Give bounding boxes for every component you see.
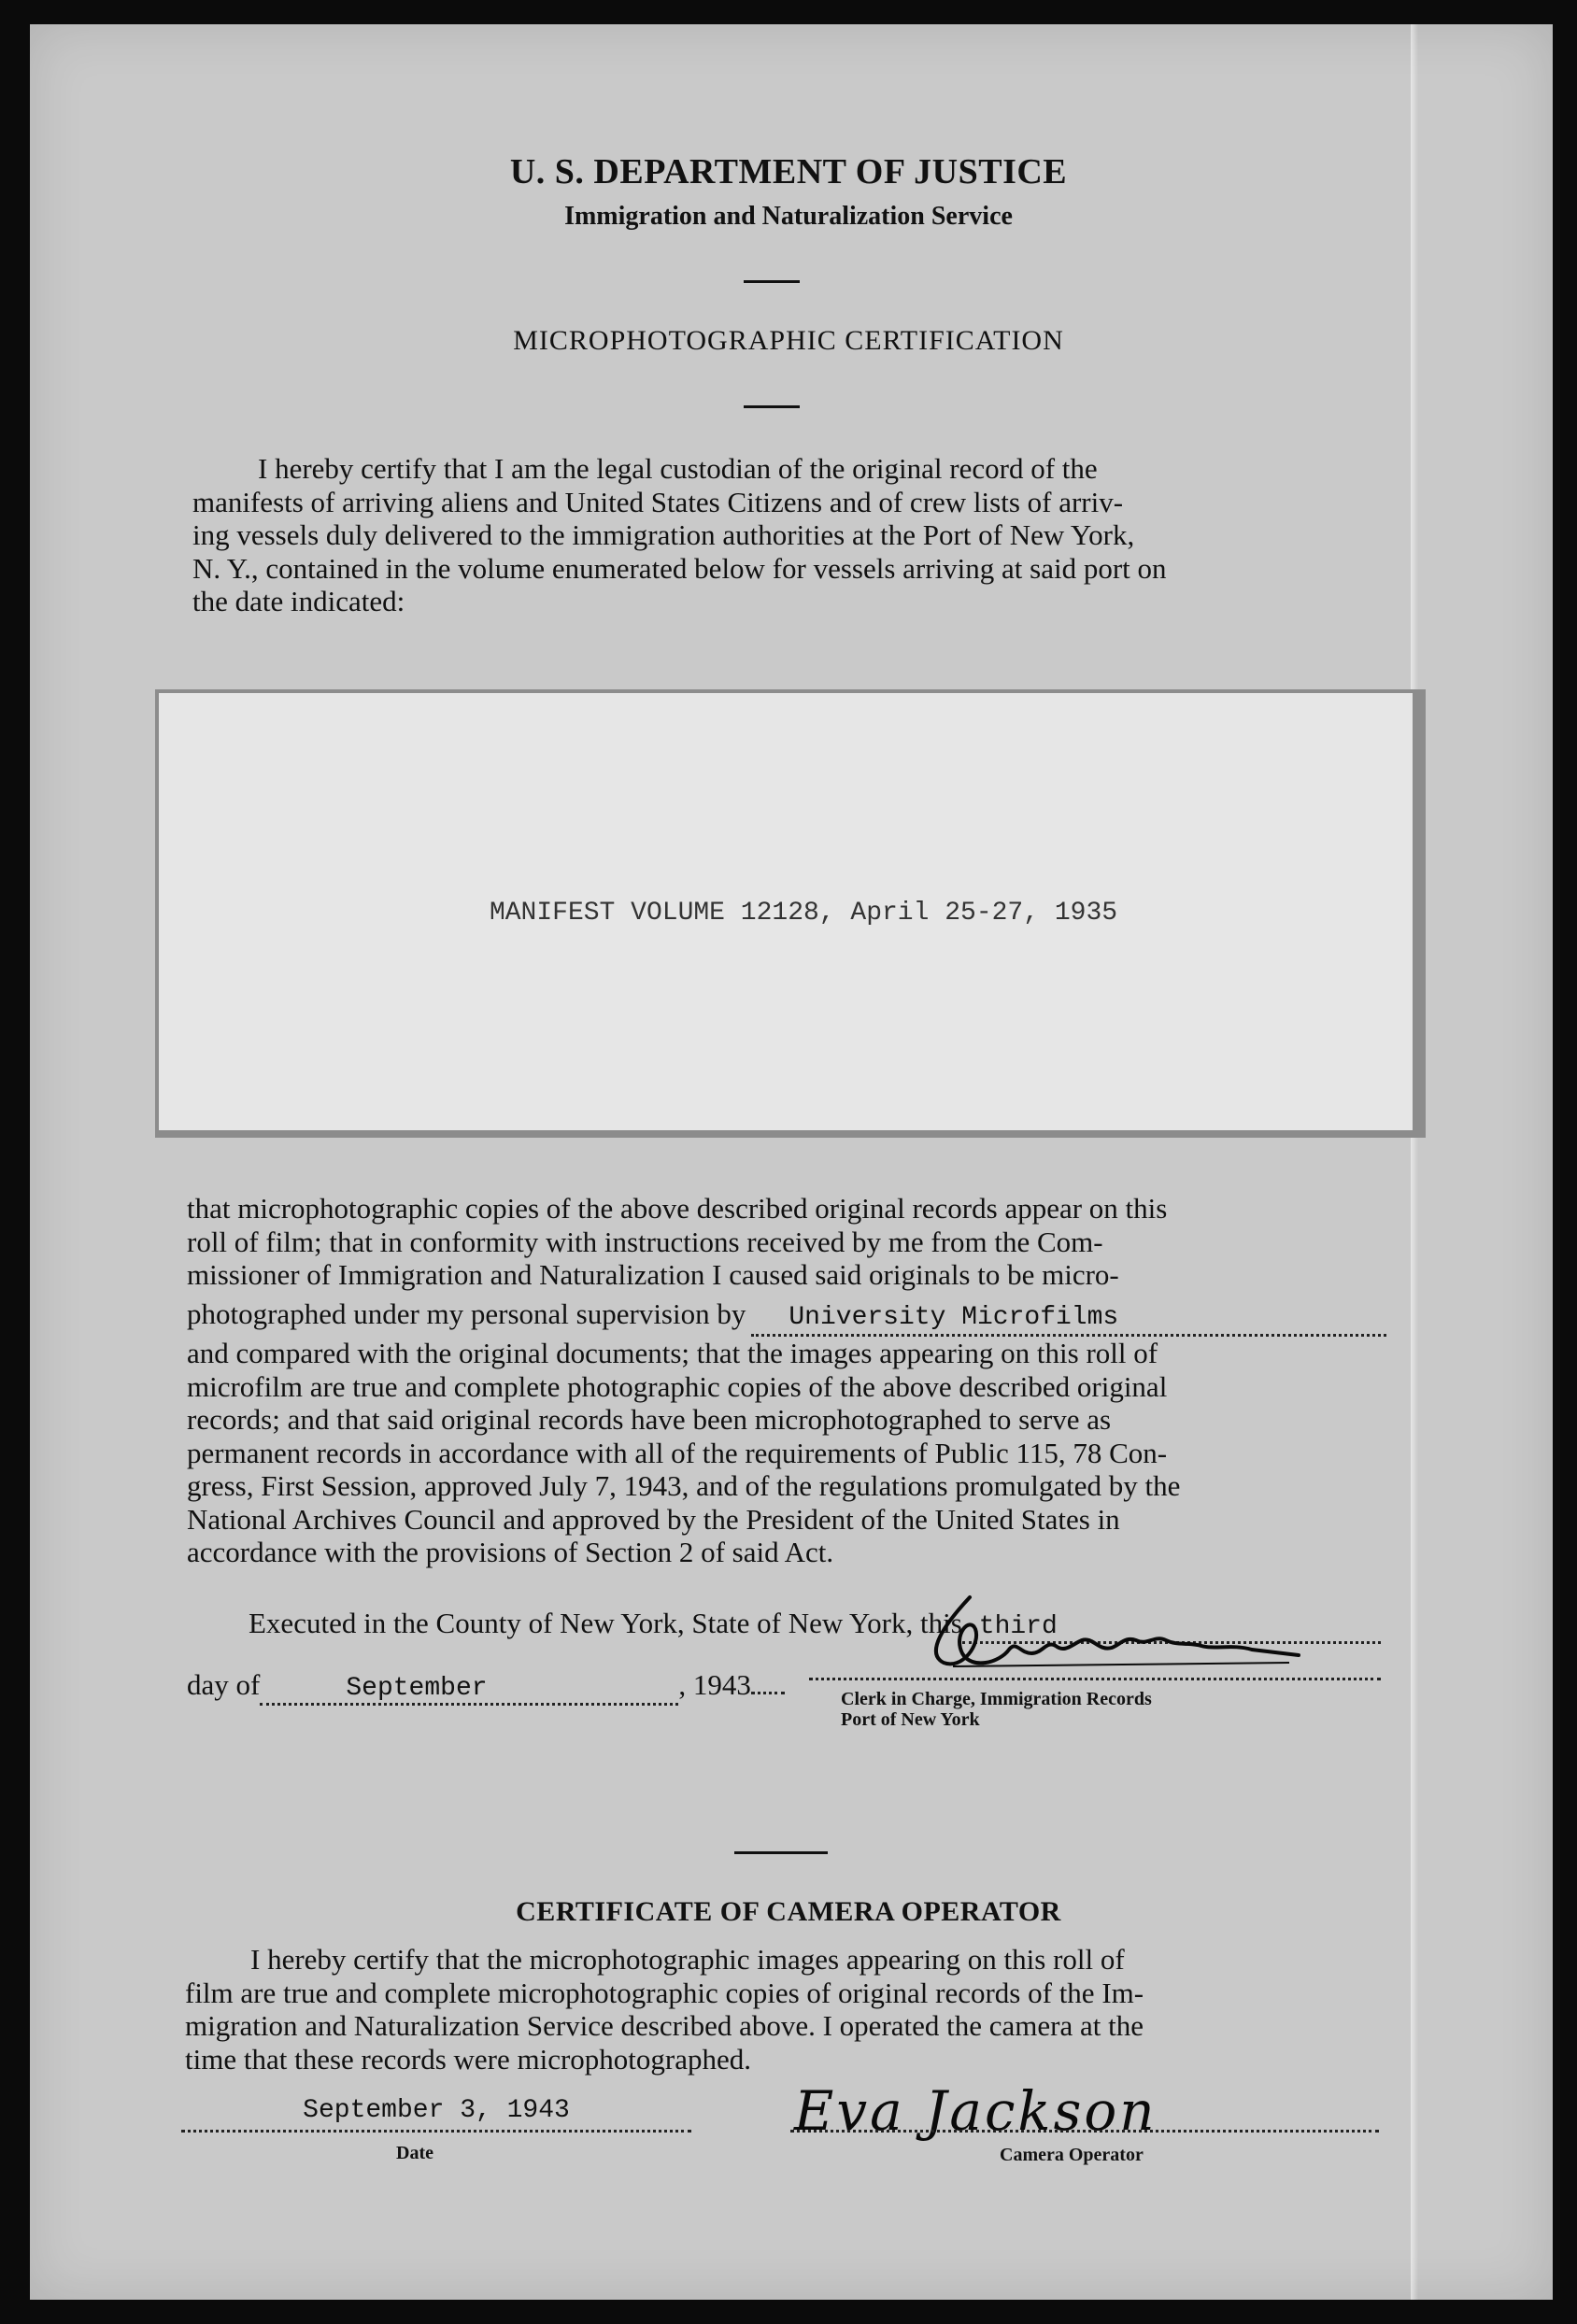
month-field <box>260 1668 678 1706</box>
operator-signature-line <box>790 2111 1379 2133</box>
supervision-text: photographed under my personal supervision by <box>187 1297 746 1330</box>
body-line: accordance with the provisions of Section 2 of said Act. <box>187 1536 834 1568</box>
paper-fold-line <box>1411 24 1418 2300</box>
body-paragraph <box>187 1192 1386 1569</box>
body-line: missioner of Immigration and Naturalization I caused said originals to be micro- <box>187 1258 1119 1291</box>
body-line: permanent records in accordance with all of the requirements of Public 115, 78 Con- <box>187 1436 1168 1469</box>
divider-second <box>744 405 800 408</box>
body-line: microfilm are true and complete photographic copies of the above described original <box>187 1369 1168 1403</box>
intro-line: N. Y., contained in the volume enumerated below for vessels arriving at said port on <box>192 551 1167 585</box>
department-heading: U. S. DEPARTMENT OF JUSTICE <box>509 152 1068 191</box>
intro-line: manifests of arriving aliens and United States Citizens and of crew lists of arriv- <box>192 485 1124 518</box>
body-line: that microphotographic copies of the above described original records appear on this <box>187 1192 1168 1225</box>
day-of-label: day of <box>187 1668 261 1701</box>
intro-line: ing vessels duly delivered to the immigration authorities at the Port of New York, <box>192 518 1135 551</box>
day-value: third <box>978 1612 1058 1641</box>
clerk-title <box>841 1689 1152 1730</box>
clerk-title-line: Port of New York <box>841 1709 980 1730</box>
certification-title: MICROPHOTOGRAPHIC CERTIFICATION <box>513 325 1064 356</box>
intro-line: the date indicated: <box>192 585 405 617</box>
service-subheading: Immigration and Naturalization Service <box>564 202 1013 231</box>
camera-certificate-title: CERTIFICATE OF CAMERA OPERATOR <box>516 1896 1061 1927</box>
camera-line: film are true and complete microphotographic copies of original records of the Im- <box>185 1976 1144 2009</box>
month-value: September <box>346 1674 488 1703</box>
intro-paragraph <box>192 452 1388 618</box>
divider-camera <box>734 1851 828 1854</box>
year-dots <box>751 1692 785 1694</box>
clerk-title-line: Clerk in Charge, Immigration Records <box>841 1689 1152 1709</box>
execution-text: Executed in the County of New York, State of New York, this <box>249 1607 962 1639</box>
intro-line: I hereby certify that I am the legal custodian of the original record of the <box>258 452 1098 485</box>
filmer-field <box>751 1297 1386 1338</box>
body-line: National Archives Council and approved by the President of the United States in <box>187 1502 1120 1536</box>
year-text: , 1943 <box>678 1668 751 1701</box>
day-of-line <box>187 1668 785 1706</box>
body-line: gress, First Session, approved July 7, 1943, and of the regulations promulgated by the <box>187 1469 1181 1502</box>
body-line: records; and that said original records have been microphotographed to serve as <box>187 1403 1112 1436</box>
date-field <box>181 2096 691 2133</box>
certificate-date: September 3, 1943 <box>303 2096 570 2125</box>
body-line-filmer <box>187 1297 1386 1338</box>
camera-line: I hereby certify that the microphotographic images appearing on this roll of <box>250 1943 1125 1976</box>
manifest-volume-text: MANIFEST VOLUME 12128, April 25-27, 1935 <box>489 899 1118 928</box>
camera-line: time that these records were microphotographed. <box>185 2042 751 2076</box>
date-label: Date <box>396 2143 433 2163</box>
filmer-name: University Microfilms <box>788 1302 1119 1332</box>
divider-top <box>744 280 800 283</box>
body-line: roll of film; that in conformity with instructions received by me from the Com- <box>187 1225 1103 1258</box>
clerk-signature-line <box>809 1661 1381 1680</box>
camera-operator-signature: Eva Jackson <box>794 2079 1158 2143</box>
camera-operator-label: Camera Operator <box>1000 2145 1144 2165</box>
camera-line: migration and Naturalization Service described above. I operated the camera at the <box>185 2009 1144 2042</box>
body-line: and compared with the original documents; that the images appearing on this roll of <box>187 1337 1158 1369</box>
camera-certificate-paragraph <box>185 1943 1381 2076</box>
